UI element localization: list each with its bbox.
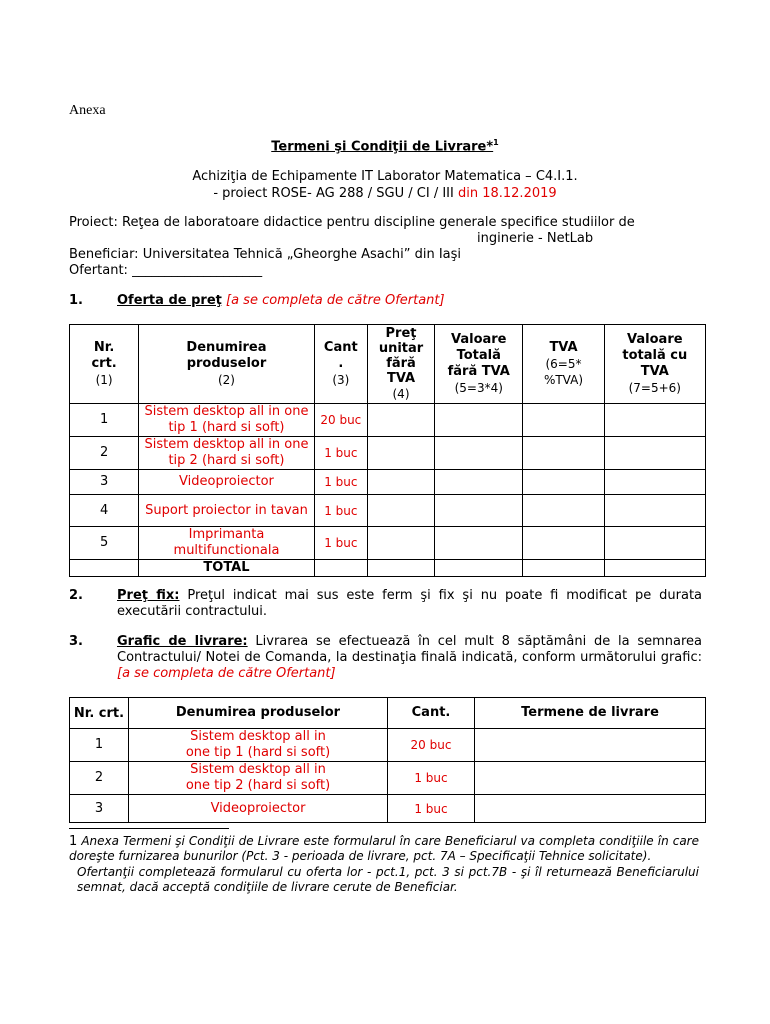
table-row [70, 527, 706, 560]
table-row [70, 795, 706, 823]
total-qty [314, 560, 367, 577]
subtitle [0, 168, 770, 202]
row-product: Sistem desktop all in one tip 1 (hard si soft) [129, 729, 388, 762]
row-total-vat [604, 404, 705, 437]
row-unit-price [367, 470, 434, 495]
row-unit-price [367, 404, 434, 437]
section-1-heading [117, 293, 445, 308]
row-deadline [475, 762, 706, 795]
row-unit-price [367, 527, 434, 560]
project-code: - proiect ROSE- AG 288 / SGU / CI / III [213, 186, 454, 201]
row-qty: 1 buc [314, 495, 367, 527]
row-unit-price [367, 495, 434, 527]
section-1-note: [a se completa de către Ofertant] [226, 293, 445, 308]
section-2-number: 2. [69, 588, 83, 603]
title-text: Termeni şi Condiţii de Livrare* [271, 139, 494, 155]
row-total-no-vat [435, 437, 523, 470]
footnote-separator [69, 828, 229, 829]
row-nr: 4 [70, 495, 139, 527]
header-qty: Cant . (3) [314, 325, 367, 404]
row-qty: 1 buc [314, 437, 367, 470]
row-nr: 5 [70, 527, 139, 560]
row-deadline [475, 795, 706, 823]
header-nr: Nr. crt. (1) [70, 325, 139, 404]
row-nr: 2 [70, 762, 129, 795]
section-2-title: Preţ fix: [117, 588, 180, 603]
row-vat [523, 470, 604, 495]
footnote-marker: 1 [69, 834, 78, 849]
table-row [70, 470, 706, 495]
header-total-vat: Valoare totală cu TVA (7=5+6) [604, 325, 705, 404]
row-vat [523, 404, 604, 437]
project-info [69, 215, 709, 279]
header-product: Denumirea produselor (2) [139, 325, 315, 404]
row-qty: 20 buc [314, 404, 367, 437]
bidder-line: Ofertant: ____________________ [69, 263, 263, 278]
section-2-paragraph [117, 588, 702, 620]
row-total-vat [604, 495, 705, 527]
schedule-header-product: Denumirea produselor [129, 698, 388, 729]
annex-label: Anexa [69, 103, 106, 118]
header-vat: TVA (6=5* %TVA) [523, 325, 604, 404]
footnote [69, 834, 699, 895]
section-3-text: Livrarea se efectuează în cel mult 8 săptămâni de la semnarea Contractului/ Notei de Comanda, la destinaţia finală indicată, conform următorului grafic: [117, 634, 702, 665]
section-1-number: 1. [69, 293, 83, 308]
row-vat [523, 437, 604, 470]
total-unit-price [367, 560, 434, 577]
row-nr: 1 [70, 729, 129, 762]
title-footnote-marker: 1 [493, 138, 499, 147]
subtitle-line-1: Achiziţia de Echipamente IT Laborator Matematica – C4.I.1. [192, 169, 578, 184]
document-title [0, 138, 770, 154]
row-product: Imprimanta multifunctionala [139, 527, 315, 560]
row-qty: 1 buc [388, 762, 475, 795]
row-vat [523, 495, 604, 527]
row-unit-price [367, 437, 434, 470]
row-total-vat [604, 470, 705, 495]
row-total-vat [604, 527, 705, 560]
section-3-note: [a se completa de către Ofertant] [117, 666, 336, 681]
row-product: Sistem desktop all in one tip 2 (hard si soft) [139, 437, 315, 470]
row-nr: 1 [70, 404, 139, 437]
row-product: Sistem desktop all in one tip 2 (hard si soft) [129, 762, 388, 795]
table-row [70, 404, 706, 437]
section-1-title: Oferta de preţ [117, 293, 222, 308]
table-header-row [70, 325, 706, 404]
row-nr: 2 [70, 437, 139, 470]
total-vat [523, 560, 604, 577]
row-total-no-vat [435, 404, 523, 437]
schedule-header-deadline: Termene de livrare [475, 698, 706, 729]
row-total-no-vat [435, 470, 523, 495]
schedule-header-row [70, 698, 706, 729]
total-empty-cell [70, 560, 139, 577]
beneficiary-line: Beneficiar: Universitatea Tehnică „Gheorghe Asachi” din Iaşi [69, 247, 461, 262]
row-nr: 3 [70, 470, 139, 495]
total-label: TOTAL [139, 560, 315, 577]
schedule-header-qty: Cant. [388, 698, 475, 729]
header-unit-price: Preţ unitar fără TVA (4) [367, 325, 434, 404]
footnote-text-1: Anexa Termeni şi Condiţii de Livrare este formularul în care Beneficiarul va completa condiţiile în care doreşte furnizarea bunurilor (Pct. 3 - perioada de livrare, pct. 7A – Specificaţii Tehnice solicitate). [69, 834, 699, 863]
row-nr: 3 [70, 795, 129, 823]
row-deadline [475, 729, 706, 762]
total-with-vat [604, 560, 705, 577]
table-row [70, 729, 706, 762]
section-3-paragraph [117, 634, 702, 682]
price-offer-table [69, 324, 706, 577]
table-row [70, 495, 706, 527]
total-no-vat [435, 560, 523, 577]
project-date: din 18.12.2019 [457, 186, 557, 201]
project-line-2: inginerie - NetLab [477, 231, 594, 246]
header-total-no-vat: Valoare Totală fără TVA (5=3*4) [435, 325, 523, 404]
section-3-number: 3. [69, 634, 83, 649]
subtitle-line-2 [0, 185, 770, 202]
table-row [70, 762, 706, 795]
section-2-text: Preţul indicat mai sus este ferm şi fix şi nu poate fi modificat pe durata executării contractului. [117, 588, 703, 619]
row-total-no-vat [435, 495, 523, 527]
row-qty: 1 buc [314, 470, 367, 495]
total-row [70, 560, 706, 577]
row-product: Videoproiector [129, 795, 388, 823]
row-vat [523, 527, 604, 560]
schedule-header-nr: Nr. crt. [70, 698, 129, 729]
row-product: Suport proiector in tavan [139, 495, 315, 527]
section-3-title: Grafic de livrare: [117, 634, 248, 649]
row-total-vat [604, 437, 705, 470]
table-row [70, 437, 706, 470]
row-qty: 1 buc [314, 527, 367, 560]
project-line-1: Proiect: Reţea de laboratoare didactice pentru discipline generale specifice studiilor de [69, 215, 635, 230]
row-qty: 1 buc [388, 795, 475, 823]
footnote-text-2: Ofertanţii completează formularul cu oferta lor - pct.1, pct. 3 si pct.7B - şi îl returnează Beneficiarului semnat, dacă acceptă condiţiile de livrare cerute de Beneficiar. [77, 865, 699, 894]
row-qty: 20 buc [388, 729, 475, 762]
row-product: Sistem desktop all in one tip 1 (hard si soft) [139, 404, 315, 437]
row-product: Videoproiector [139, 470, 315, 495]
delivery-schedule-table [69, 697, 706, 823]
row-total-no-vat [435, 527, 523, 560]
